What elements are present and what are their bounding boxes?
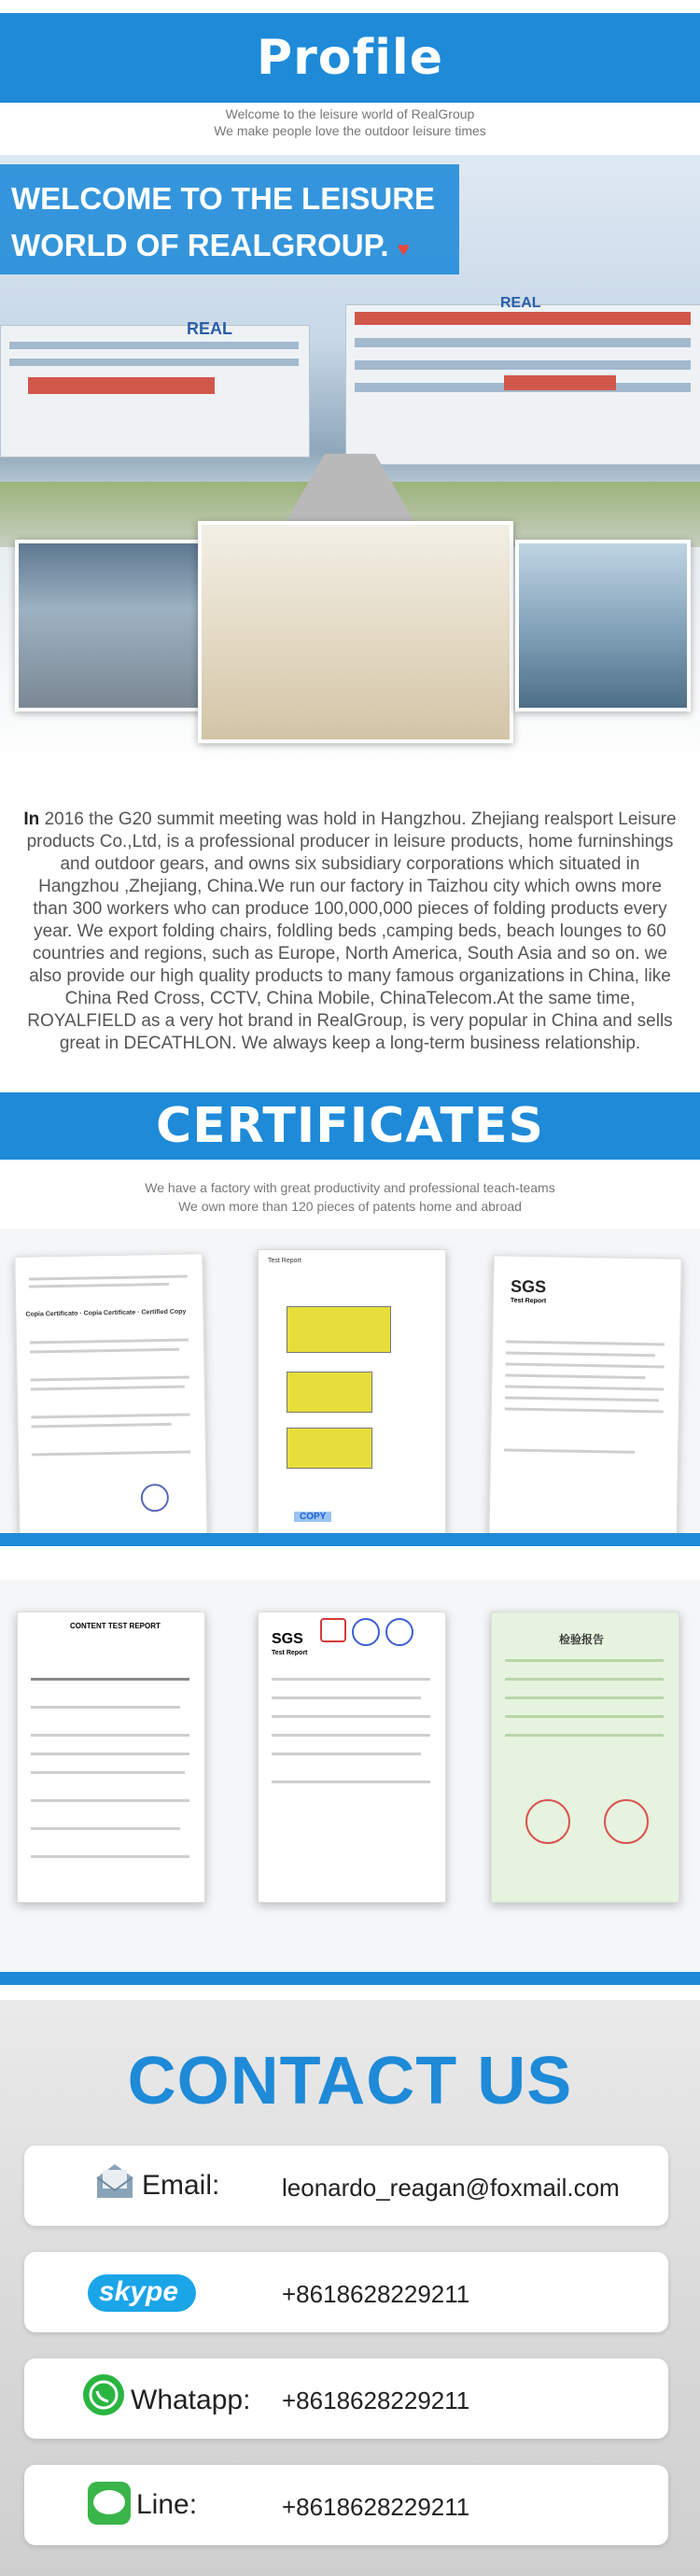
text-line — [31, 1414, 189, 1419]
text-line — [272, 1696, 421, 1699]
text-line — [31, 1753, 189, 1755]
roof-left — [28, 377, 215, 394]
contact-card-skype — [24, 2252, 668, 2332]
building-sign-left: REAL — [187, 319, 232, 338]
contact-card-email — [24, 2146, 668, 2226]
certificate-heading: CONTENT TEST REPORT — [70, 1622, 161, 1630]
certificate-heading: Test Report — [510, 1297, 547, 1305]
window-row — [355, 338, 691, 347]
factory-photo-3 — [515, 540, 691, 711]
certificate-image — [17, 1612, 205, 1903]
stamp-icon — [141, 1484, 170, 1513]
profile-description-lead: In — [23, 809, 40, 829]
certificate-image — [491, 1612, 679, 1903]
text-line — [505, 1678, 664, 1681]
text-line — [505, 1407, 664, 1413]
entrance-roof — [504, 375, 616, 390]
text-line — [505, 1396, 659, 1401]
text-line — [505, 1734, 664, 1737]
skype-value[interactable]: +8618628229211 — [282, 2280, 470, 2308]
certificate-row-2 — [0, 1580, 700, 1985]
skype-icon — [86, 2271, 198, 2316]
cnas-logo-icon — [385, 1618, 413, 1646]
text-line — [31, 1423, 171, 1429]
window-row — [9, 359, 299, 366]
text-line — [31, 1678, 189, 1681]
sgs-logo: SGS — [510, 1276, 547, 1297]
ilac-logo-icon — [352, 1618, 380, 1646]
text-line — [29, 1275, 188, 1281]
row-accent-stripe — [0, 1533, 700, 1546]
text-line — [30, 1348, 179, 1354]
text-line — [505, 1696, 664, 1699]
copy-stamp: COPY — [294, 1512, 331, 1522]
text-line — [505, 1715, 664, 1718]
profile-banner — [0, 13, 700, 103]
text-line — [506, 1363, 665, 1369]
certificate-heading: Test Report — [272, 1650, 308, 1656]
factory-photo-2 — [198, 521, 513, 743]
welcome-line-2: WORLD OF REALGROUP. — [11, 228, 389, 262]
profile-title: Profile — [256, 30, 444, 86]
text-line — [272, 1678, 430, 1681]
certificates-title: CERTIFICATES — [156, 1098, 544, 1154]
chair-photo — [287, 1372, 372, 1413]
company-photo — [0, 155, 700, 771]
heart-icon: ♥ — [397, 237, 410, 260]
text-line — [272, 1734, 430, 1737]
whatsapp-icon — [80, 2372, 127, 2418]
certificates-subtitle-1: We have a factory with great productivity and professional teach-teams — [145, 1180, 555, 1195]
contact-title: CONTACT US — [127, 2044, 573, 2119]
text-line — [31, 1827, 180, 1830]
profile-description-body: 2016 the G20 summit meeting was hold in Hangzhou. Zhejiang realsport Leisure products Co.,Ltd, is a professional producer in leisure products, home furninshings and outdoor gears, and owns six subsidiary corporations which situated in Hangzhou ,Zhejiang, China.We run our factory in Taizhou city which owns more than 300 workers who can produce 100,000,000 pieces of folding products every year. We export folding chairs, foldling beds ,camping beds, beach lounges to 60 countries and regions, such as Europe, North America, South Asia and so on. we also provide our high quality products to many famous organizations in China, like China Red Cross, CCTV, China Mobile, ChinaTelecom.At the same time, ROYALFIELD as a very hot brand in RealGroup, is very popular in China and sells great in DECATHLON. We always keep a long-term business relationship. — [26, 809, 677, 1053]
certificates-subtitle-2: We own more than 120 pieces of patents home and abroad — [178, 1199, 522, 1214]
certificate-image — [258, 1612, 446, 1903]
whatsapp-value[interactable]: +8618628229211 — [282, 2386, 470, 2414]
contact-card-line — [24, 2465, 668, 2545]
window-row — [9, 342, 299, 349]
text-line — [505, 1374, 645, 1380]
text-line — [31, 1855, 189, 1858]
red-seal-icon — [525, 1799, 570, 1844]
chair-photo — [287, 1306, 391, 1353]
text-line — [31, 1376, 189, 1382]
text-line — [31, 1706, 180, 1709]
sgs-logo: SGS — [272, 1631, 303, 1647]
text-line — [272, 1715, 430, 1718]
window-row — [355, 360, 691, 370]
profile-description — [19, 809, 681, 1055]
cma-logo-icon — [320, 1618, 346, 1642]
text-line — [31, 1799, 189, 1802]
welcome-box — [0, 164, 459, 274]
text-line — [272, 1753, 421, 1755]
certificates-banner — [0, 1092, 700, 1160]
certificate-heading: 检验报告 — [559, 1633, 605, 1646]
text-line — [506, 1341, 665, 1346]
text-line — [31, 1771, 185, 1774]
contact-card-whatsapp — [24, 2358, 668, 2439]
row-accent-stripe — [0, 1972, 700, 1985]
email-label: Email: — [142, 2170, 220, 2201]
certificate-image — [488, 1255, 681, 1544]
text-line — [505, 1386, 664, 1391]
text-line — [506, 1352, 655, 1358]
whatsapp-label: Whatapp: — [131, 2385, 251, 2415]
text-line — [31, 1734, 189, 1737]
roof-right — [355, 312, 691, 325]
text-line — [272, 1781, 430, 1783]
certificate-row-1 — [0, 1229, 700, 1546]
text-line — [32, 1451, 190, 1457]
profile-subtitle-2: We make people love the outdoor leisure times — [214, 123, 486, 138]
certificate-heading: Test Report — [268, 1258, 301, 1264]
text-line — [505, 1659, 664, 1662]
red-seal-icon — [604, 1799, 649, 1844]
text-line — [29, 1283, 169, 1288]
line-icon — [86, 2480, 133, 2527]
certificate-image — [14, 1253, 207, 1542]
skype-label: skype — [99, 2276, 179, 2307]
text-line — [504, 1448, 635, 1453]
welcome-line-1: WELCOME TO THE LEISURE — [11, 181, 436, 216]
section-gap — [0, 1546, 700, 1580]
text-line — [31, 1386, 185, 1391]
certificate-heading: Copia Certificato · Copia Certificate · Certified Copy — [25, 1308, 187, 1318]
line-value[interactable]: +8618628229211 — [282, 2493, 470, 2521]
line-label: Line: — [136, 2489, 198, 2520]
building-sign-right: REAL — [500, 295, 541, 311]
certificate-image — [258, 1249, 446, 1536]
profile-subtitle-1: Welcome to the leisure world of RealGroup — [225, 106, 475, 121]
text-line — [30, 1339, 189, 1344]
email-icon — [93, 2162, 136, 2200]
factory-photo-1 — [15, 540, 205, 711]
email-value[interactable]: leonardo_reagan@foxmail.com — [282, 2174, 620, 2202]
chair-photo — [287, 1428, 372, 1469]
